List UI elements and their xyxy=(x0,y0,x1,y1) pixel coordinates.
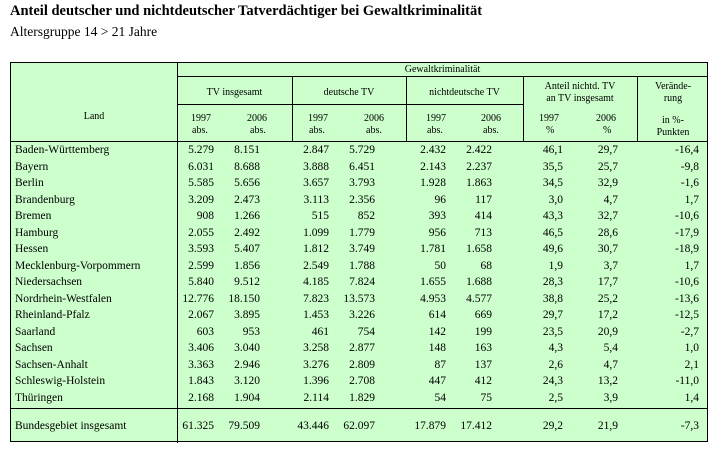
cell-dt06: 2.356 xyxy=(349,194,375,206)
cell-dt06: 3.226 xyxy=(349,309,375,321)
cell-a97: 43,3 xyxy=(542,210,563,222)
cell-nd06: 1.658 xyxy=(466,243,492,255)
cell-v: -10,6 xyxy=(675,276,699,288)
cell-nd97: 142 xyxy=(428,326,446,338)
header-unit-pct: % xyxy=(546,125,555,136)
cell-dt97: 7.823 xyxy=(303,293,329,305)
cell-tv06: 3.040 xyxy=(234,342,260,354)
cell-tv06: 8.688 xyxy=(234,161,260,173)
cell-nd06: 75 xyxy=(480,392,492,404)
cell-a97: 2,6 xyxy=(548,359,563,371)
cell-tv06: 1.904 xyxy=(234,392,260,404)
cell-a97: 3,0 xyxy=(548,194,563,206)
cell-nd06: 2.422 xyxy=(466,144,492,156)
cell-a06: 29,7 xyxy=(597,144,618,156)
cell-dt06: 5.729 xyxy=(349,144,375,156)
cell-nd97: 956 xyxy=(428,227,446,239)
header-year: 2006 xyxy=(596,113,616,124)
cell-v: 1,7 xyxy=(684,260,699,272)
cell-dt97: 2.847 xyxy=(303,144,329,156)
page-title: Anteil deutscher und nichtdeutscher Tatverdächtiger bei Gewaltkriminalität xyxy=(10,3,483,19)
header-anteil-1: Anteil nichtd. TV xyxy=(544,81,616,92)
cell-tv97: 5.279 xyxy=(188,144,214,156)
cell-nd97: 447 xyxy=(428,375,446,387)
row-land-label: Brandenburg xyxy=(15,194,75,206)
row-land-label: Sachsen-Anhalt xyxy=(15,359,88,371)
cell-a06: 25,7 xyxy=(597,161,618,173)
row-land-label: Bayern xyxy=(15,161,49,173)
row-land-label: Hamburg xyxy=(15,227,59,239)
cell-dt97: 3.276 xyxy=(303,359,329,371)
row-land-label: Hessen xyxy=(15,243,49,255)
cell-dt97: 1.453 xyxy=(303,309,329,321)
header-year: 2006 xyxy=(364,113,384,124)
cell-nd06: 414 xyxy=(474,210,492,222)
header-unit: abs. xyxy=(192,125,208,136)
header-year: 1997 xyxy=(539,113,559,124)
cell-nd06: 669 xyxy=(474,309,492,321)
cell-v: -16,4 xyxy=(675,144,699,156)
cell-nd97: 2.432 xyxy=(420,144,446,156)
cell-dt97: 2.114 xyxy=(303,392,329,404)
cell-nd97: 148 xyxy=(428,342,446,354)
cell-dt06: 7.824 xyxy=(349,276,375,288)
cell-tv97: 2.067 xyxy=(188,309,214,321)
cell-nd97: 2.143 xyxy=(420,161,446,173)
cell-nd06: 68 xyxy=(480,260,492,272)
cell-nd97: 54 xyxy=(434,392,446,404)
header-unit: abs. xyxy=(250,125,266,136)
cell-a97: 23,5 xyxy=(542,326,563,338)
row-land-label: Schleswig-Holstein xyxy=(15,375,106,387)
row-land-label: Berlin xyxy=(15,177,44,189)
cell-v: -17,9 xyxy=(675,227,699,239)
cell-a97: 24,3 xyxy=(542,375,563,387)
cell-tv97: 5.840 xyxy=(188,276,214,288)
total-dt06: 62.097 xyxy=(343,420,375,432)
row-land-label: Thüringen xyxy=(15,392,63,404)
cell-tv97: 5.585 xyxy=(188,177,214,189)
cell-dt06: 3.749 xyxy=(349,243,375,255)
cell-tv97: 2.168 xyxy=(188,392,214,404)
cell-dt06: 6.451 xyxy=(349,161,375,173)
total-nd06: 17.412 xyxy=(460,420,492,432)
cell-a06: 17,7 xyxy=(597,276,618,288)
header-year: 1997 xyxy=(426,113,446,124)
cell-a97: 49,6 xyxy=(542,243,563,255)
cell-tv97: 3.363 xyxy=(188,359,214,371)
cell-tv97: 3.593 xyxy=(188,243,214,255)
cell-tv97: 3.209 xyxy=(188,194,214,206)
cell-v: 1,7 xyxy=(684,194,699,206)
cell-v: 1,4 xyxy=(684,392,699,404)
page-subtitle: Altersgruppe 14 > 21 Jahre xyxy=(10,24,158,39)
cell-nd06: 163 xyxy=(474,342,492,354)
header-year: 1997 xyxy=(191,113,211,124)
cell-tv06: 1.856 xyxy=(234,260,260,272)
cell-dt97: 461 xyxy=(311,326,329,338)
cell-a06: 3,7 xyxy=(603,260,618,272)
row-land-label: Sachsen xyxy=(15,342,53,354)
cell-v: 1,0 xyxy=(684,342,699,354)
header-nichtdeutsche-tv: nichtdeutsche TV xyxy=(429,87,500,98)
cell-a97: 46,5 xyxy=(542,227,563,239)
cell-nd06: 1.863 xyxy=(466,177,492,189)
cell-dt97: 1.099 xyxy=(303,227,329,239)
cell-a97: 2,5 xyxy=(548,392,563,404)
cell-dt97: 3.657 xyxy=(303,177,329,189)
cell-tv06: 8.151 xyxy=(234,144,260,156)
cell-dt06: 1.829 xyxy=(349,392,375,404)
cell-dt06: 852 xyxy=(357,210,375,222)
cell-a06: 13,2 xyxy=(597,375,618,387)
cell-tv97: 2.055 xyxy=(188,227,214,239)
cell-v: -12,5 xyxy=(675,309,699,321)
header-anteil-2: an TV insgesamt xyxy=(546,93,614,104)
cell-nd97: 1.781 xyxy=(420,243,446,255)
cell-v: -2,7 xyxy=(680,326,699,338)
cell-tv97: 12.776 xyxy=(182,293,214,305)
cell-nd06: 4.577 xyxy=(466,293,492,305)
header-unit-pct: % xyxy=(603,125,612,136)
cell-dt06: 1.779 xyxy=(349,227,375,239)
header-unit: abs. xyxy=(483,125,499,136)
cell-a97: 35,5 xyxy=(542,161,563,173)
cell-dt97: 1.396 xyxy=(303,375,329,387)
cell-dt97: 3.258 xyxy=(303,342,329,354)
header-unit: abs. xyxy=(366,125,382,136)
data-table xyxy=(10,62,708,442)
cell-tv06: 3.895 xyxy=(234,309,260,321)
cell-dt06: 1.788 xyxy=(349,260,375,272)
total-label: Bundesgebiet insgesamt xyxy=(15,420,127,432)
cell-tv97: 603 xyxy=(196,326,214,338)
cell-tv97: 2.599 xyxy=(188,260,214,272)
header-group: Gewaltkriminalität xyxy=(404,64,481,75)
cell-tv97: 6.031 xyxy=(188,161,214,173)
cell-tv06: 5.407 xyxy=(234,243,260,255)
cell-dt06: 754 xyxy=(357,326,375,338)
cell-v: -1,6 xyxy=(680,177,699,189)
cell-dt06: 2.809 xyxy=(349,359,375,371)
cell-a06: 25,2 xyxy=(597,293,618,305)
cell-a06: 4,7 xyxy=(603,359,618,371)
cell-a97: 28,3 xyxy=(542,276,563,288)
cell-nd97: 614 xyxy=(428,309,446,321)
cell-a97: 29,7 xyxy=(542,309,563,321)
cell-a06: 5,4 xyxy=(603,342,618,354)
cell-a06: 3,9 xyxy=(603,392,618,404)
cell-dt06: 2.877 xyxy=(349,342,375,354)
cell-dt06: 13.573 xyxy=(343,293,375,305)
cell-tv97: 3.406 xyxy=(188,342,214,354)
cell-nd97: 1.928 xyxy=(420,177,446,189)
cell-a97: 4,3 xyxy=(548,342,563,354)
total-tv06: 79.509 xyxy=(228,420,260,432)
header-veraenderung-3: in %- xyxy=(662,115,684,126)
cell-nd06: 412 xyxy=(474,375,492,387)
cell-dt06: 2.708 xyxy=(349,375,375,387)
cell-a97: 46,1 xyxy=(542,144,563,156)
cell-a97: 34,5 xyxy=(542,177,563,189)
header-year: 2006 xyxy=(247,113,267,124)
cell-dt97: 3.888 xyxy=(303,161,329,173)
cell-nd97: 1.655 xyxy=(420,276,446,288)
cell-nd06: 199 xyxy=(474,326,492,338)
cell-tv97: 908 xyxy=(196,210,214,222)
cell-nd06: 1.688 xyxy=(466,276,492,288)
header-unit: abs. xyxy=(427,125,443,136)
cell-v: -10,6 xyxy=(675,210,699,222)
cell-nd97: 4.953 xyxy=(420,293,446,305)
cell-a06: 30,7 xyxy=(597,243,618,255)
cell-nd97: 96 xyxy=(434,194,446,206)
cell-nd97: 50 xyxy=(434,260,446,272)
total-v: -7,3 xyxy=(680,420,699,432)
cell-a06: 17,2 xyxy=(597,309,618,321)
cell-a97: 1,9 xyxy=(548,260,563,272)
header-veraenderung-1: Verände- xyxy=(654,81,692,92)
cell-nd06: 117 xyxy=(475,194,492,206)
total-a06: 21,9 xyxy=(597,420,618,432)
cell-a06: 32,7 xyxy=(597,210,618,222)
cell-a97: 38,8 xyxy=(542,293,563,305)
cell-tv06: 18.150 xyxy=(228,293,260,305)
header-tv-insgesamt: TV insgesamt xyxy=(206,87,263,98)
total-nd97: 17.879 xyxy=(414,420,446,432)
row-land-label: Mecklenburg-Vorpommern xyxy=(15,260,141,272)
cell-v: -13,6 xyxy=(675,293,699,305)
header-veraenderung-2: rung xyxy=(663,93,683,104)
total-a97: 29,2 xyxy=(542,420,563,432)
row-land-label: Bremen xyxy=(15,210,52,222)
header-veraenderung-4: Punkten xyxy=(656,127,690,138)
cell-nd97: 393 xyxy=(428,210,446,222)
cell-nd06: 2.237 xyxy=(466,161,492,173)
cell-tv06: 953 xyxy=(242,326,260,338)
header-unit: abs. xyxy=(309,125,325,136)
header-deutsche-tv: deutsche TV xyxy=(323,87,375,98)
cell-dt97: 2.549 xyxy=(303,260,329,272)
cell-a06: 20,9 xyxy=(597,326,618,338)
cell-tv06: 2.946 xyxy=(234,359,260,371)
cell-v: -18,9 xyxy=(675,243,699,255)
cell-tv06: 3.120 xyxy=(234,375,260,387)
header-land: Land xyxy=(83,111,105,122)
cell-a06: 32,9 xyxy=(597,177,618,189)
cell-dt97: 515 xyxy=(311,210,329,222)
row-land-label: Baden-Württemberg xyxy=(15,144,110,156)
total-dt97: 43.446 xyxy=(297,420,329,432)
cell-a06: 28,6 xyxy=(597,227,618,239)
cell-nd97: 87 xyxy=(434,359,446,371)
cell-tv06: 2.473 xyxy=(234,194,260,206)
cell-v: -9,8 xyxy=(680,161,699,173)
cell-v: 2,1 xyxy=(684,359,699,371)
row-land-label: Rheinland-Pfalz xyxy=(15,309,90,321)
cell-tv97: 1.843 xyxy=(188,375,214,387)
row-land-label: Niedersachsen xyxy=(15,276,83,288)
cell-dt06: 3.793 xyxy=(349,177,375,189)
cell-a06: 4,7 xyxy=(603,194,618,206)
cell-dt97: 4.185 xyxy=(303,276,329,288)
row-land-label: Nordrhein-Westfalen xyxy=(15,293,112,305)
cell-nd06: 713 xyxy=(474,227,492,239)
row-land-label: Saarland xyxy=(15,326,56,338)
total-tv97: 61.325 xyxy=(182,420,214,432)
cell-v: -11,0 xyxy=(675,375,699,387)
cell-dt97: 1.812 xyxy=(303,243,329,255)
header-year: 1997 xyxy=(308,113,328,124)
cell-tv06: 1.266 xyxy=(234,210,260,222)
cell-tv06: 5.656 xyxy=(234,177,260,189)
cell-tv06: 9.512 xyxy=(234,276,260,288)
cell-dt97: 3.113 xyxy=(303,194,329,206)
cell-tv06: 2.492 xyxy=(234,227,260,239)
cell-nd06: 137 xyxy=(474,359,492,371)
header-year: 2006 xyxy=(481,113,501,124)
